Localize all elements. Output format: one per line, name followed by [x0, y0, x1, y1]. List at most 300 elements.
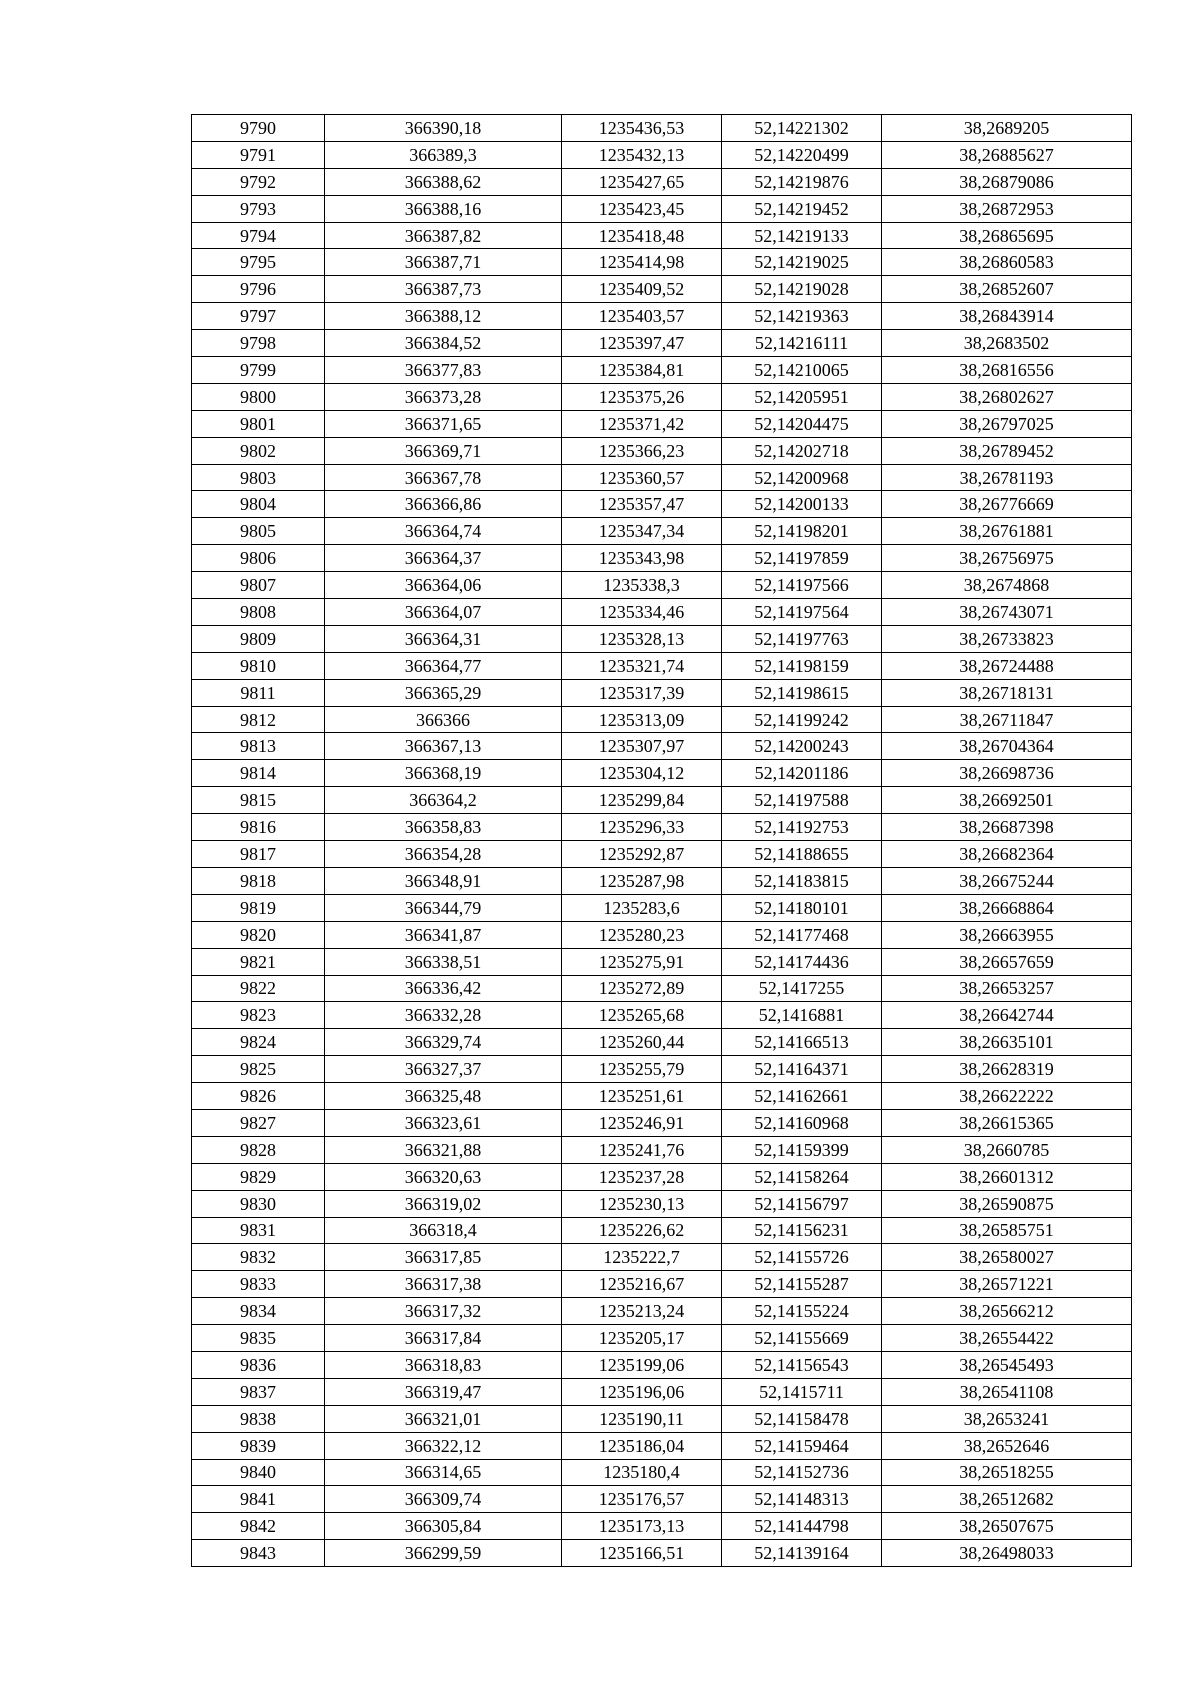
- point-number-cell: 9840: [192, 1459, 325, 1486]
- y-coordinate-cell: 1235357,47: [562, 491, 722, 518]
- y-coordinate-cell: 1235418,48: [562, 222, 722, 249]
- x-coordinate-cell: 366387,71: [325, 249, 562, 276]
- table-row: [192, 1136, 1132, 1163]
- coordinates-table: [191, 114, 1132, 1567]
- longitude-cell: 38,26743071: [882, 599, 1132, 626]
- longitude-cell: 38,26622222: [882, 1083, 1132, 1110]
- table-row: [192, 706, 1132, 733]
- longitude-cell: 38,2689205: [882, 115, 1132, 142]
- y-coordinate-cell: 1235397,47: [562, 330, 722, 357]
- table-row: [192, 545, 1132, 572]
- table-row: [192, 1109, 1132, 1136]
- table-row: [192, 330, 1132, 357]
- y-coordinate-cell: 1235251,61: [562, 1083, 722, 1110]
- longitude-cell: 38,26865695: [882, 222, 1132, 249]
- x-coordinate-cell: 366364,77: [325, 652, 562, 679]
- table-row: [192, 168, 1132, 195]
- table-row: [192, 733, 1132, 760]
- x-coordinate-cell: 366384,52: [325, 330, 562, 357]
- y-coordinate-cell: 1235265,68: [562, 1002, 722, 1029]
- y-coordinate-cell: 1235296,33: [562, 814, 722, 841]
- y-coordinate-cell: 1235347,34: [562, 518, 722, 545]
- latitude-cell: 52,14155726: [722, 1244, 882, 1271]
- x-coordinate-cell: 366364,31: [325, 625, 562, 652]
- longitude-cell: 38,26872953: [882, 195, 1132, 222]
- x-coordinate-cell: 366318,83: [325, 1351, 562, 1378]
- point-number-cell: 9803: [192, 464, 325, 491]
- y-coordinate-cell: 1235199,06: [562, 1351, 722, 1378]
- latitude-cell: 52,14156797: [722, 1190, 882, 1217]
- y-coordinate-cell: 1235343,98: [562, 545, 722, 572]
- point-number-cell: 9810: [192, 652, 325, 679]
- x-coordinate-cell: 366367,78: [325, 464, 562, 491]
- longitude-cell: 38,2652646: [882, 1432, 1132, 1459]
- table-row: [192, 464, 1132, 491]
- longitude-cell: 38,26682364: [882, 841, 1132, 868]
- y-coordinate-cell: 1235237,28: [562, 1163, 722, 1190]
- x-coordinate-cell: 366305,84: [325, 1513, 562, 1540]
- x-coordinate-cell: 366387,82: [325, 222, 562, 249]
- table-row: [192, 1163, 1132, 1190]
- x-coordinate-cell: 366321,88: [325, 1136, 562, 1163]
- longitude-cell: 38,26797025: [882, 410, 1132, 437]
- latitude-cell: 52,14197763: [722, 625, 882, 652]
- x-coordinate-cell: 366348,91: [325, 867, 562, 894]
- point-number-cell: 9792: [192, 168, 325, 195]
- latitude-cell: 52,14205951: [722, 383, 882, 410]
- latitude-cell: 52,14158478: [722, 1405, 882, 1432]
- longitude-cell: 38,26580027: [882, 1244, 1132, 1271]
- longitude-cell: 38,26852607: [882, 276, 1132, 303]
- longitude-cell: 38,26635101: [882, 1029, 1132, 1056]
- longitude-cell: 38,26518255: [882, 1459, 1132, 1486]
- longitude-cell: 38,26541108: [882, 1378, 1132, 1405]
- point-number-cell: 9799: [192, 357, 325, 384]
- latitude-cell: 52,14148313: [722, 1486, 882, 1513]
- latitude-cell: 52,14158264: [722, 1163, 882, 1190]
- x-coordinate-cell: 366390,18: [325, 115, 562, 142]
- point-number-cell: 9798: [192, 330, 325, 357]
- table-row: [192, 1271, 1132, 1298]
- latitude-cell: 52,1417255: [722, 975, 882, 1002]
- latitude-cell: 52,14200243: [722, 733, 882, 760]
- y-coordinate-cell: 1235409,52: [562, 276, 722, 303]
- point-number-cell: 9811: [192, 679, 325, 706]
- point-number-cell: 9796: [192, 276, 325, 303]
- x-coordinate-cell: 366366,86: [325, 491, 562, 518]
- table-row: [192, 1002, 1132, 1029]
- latitude-cell: 52,14220499: [722, 141, 882, 168]
- x-coordinate-cell: 366321,01: [325, 1405, 562, 1432]
- point-number-cell: 9824: [192, 1029, 325, 1056]
- point-number-cell: 9807: [192, 572, 325, 599]
- latitude-cell: 52,14202718: [722, 437, 882, 464]
- point-number-cell: 9819: [192, 894, 325, 921]
- longitude-cell: 38,26885627: [882, 141, 1132, 168]
- table-row: [192, 1190, 1132, 1217]
- longitude-cell: 38,26879086: [882, 168, 1132, 195]
- y-coordinate-cell: 1235173,13: [562, 1513, 722, 1540]
- latitude-cell: 52,14152736: [722, 1459, 882, 1486]
- table-row: [192, 410, 1132, 437]
- y-coordinate-cell: 1235186,04: [562, 1432, 722, 1459]
- table-row: [192, 141, 1132, 168]
- y-coordinate-cell: 1235423,45: [562, 195, 722, 222]
- latitude-cell: 52,14159399: [722, 1136, 882, 1163]
- latitude-cell: 52,1415711: [722, 1378, 882, 1405]
- longitude-cell: 38,26545493: [882, 1351, 1132, 1378]
- point-number-cell: 9814: [192, 760, 325, 787]
- longitude-cell: 38,26512682: [882, 1486, 1132, 1513]
- y-coordinate-cell: 1235403,57: [562, 303, 722, 330]
- point-number-cell: 9832: [192, 1244, 325, 1271]
- longitude-cell: 38,2674868: [882, 572, 1132, 599]
- table-row: [192, 652, 1132, 679]
- x-coordinate-cell: 366364,74: [325, 518, 562, 545]
- table-row: [192, 572, 1132, 599]
- point-number-cell: 9828: [192, 1136, 325, 1163]
- y-coordinate-cell: 1235304,12: [562, 760, 722, 787]
- table-row: [192, 115, 1132, 142]
- point-number-cell: 9835: [192, 1325, 325, 1352]
- y-coordinate-cell: 1235283,6: [562, 894, 722, 921]
- y-coordinate-cell: 1235216,67: [562, 1271, 722, 1298]
- latitude-cell: 52,14219363: [722, 303, 882, 330]
- latitude-cell: 52,1416881: [722, 1002, 882, 1029]
- point-number-cell: 9809: [192, 625, 325, 652]
- latitude-cell: 52,14200133: [722, 491, 882, 518]
- y-coordinate-cell: 1235334,46: [562, 599, 722, 626]
- x-coordinate-cell: 366318,4: [325, 1217, 562, 1244]
- longitude-cell: 38,26860583: [882, 249, 1132, 276]
- table-row: [192, 625, 1132, 652]
- latitude-cell: 52,14219025: [722, 249, 882, 276]
- table-row: [192, 1029, 1132, 1056]
- latitude-cell: 52,14155287: [722, 1271, 882, 1298]
- latitude-cell: 52,14219452: [722, 195, 882, 222]
- longitude-cell: 38,26642744: [882, 1002, 1132, 1029]
- longitude-cell: 38,26663955: [882, 921, 1132, 948]
- x-coordinate-cell: 366389,3: [325, 141, 562, 168]
- point-number-cell: 9806: [192, 545, 325, 572]
- x-coordinate-cell: 366387,73: [325, 276, 562, 303]
- point-number-cell: 9795: [192, 249, 325, 276]
- point-number-cell: 9829: [192, 1163, 325, 1190]
- point-number-cell: 9793: [192, 195, 325, 222]
- longitude-cell: 38,2683502: [882, 330, 1132, 357]
- point-number-cell: 9816: [192, 814, 325, 841]
- point-number-cell: 9826: [192, 1083, 325, 1110]
- x-coordinate-cell: 366369,71: [325, 437, 562, 464]
- longitude-cell: 38,26761881: [882, 518, 1132, 545]
- latitude-cell: 52,14159464: [722, 1432, 882, 1459]
- point-number-cell: 9834: [192, 1298, 325, 1325]
- point-number-cell: 9812: [192, 706, 325, 733]
- latitude-cell: 52,14155224: [722, 1298, 882, 1325]
- y-coordinate-cell: 1235260,44: [562, 1029, 722, 1056]
- latitude-cell: 52,14139164: [722, 1540, 882, 1567]
- table-row: [192, 1432, 1132, 1459]
- y-coordinate-cell: 1235317,39: [562, 679, 722, 706]
- x-coordinate-cell: 366354,28: [325, 841, 562, 868]
- latitude-cell: 52,14199242: [722, 706, 882, 733]
- y-coordinate-cell: 1235328,13: [562, 625, 722, 652]
- x-coordinate-cell: 366388,16: [325, 195, 562, 222]
- x-coordinate-cell: 366319,47: [325, 1378, 562, 1405]
- y-coordinate-cell: 1235196,06: [562, 1378, 722, 1405]
- y-coordinate-cell: 1235255,79: [562, 1056, 722, 1083]
- table-row: [192, 867, 1132, 894]
- table-row: [192, 1325, 1132, 1352]
- latitude-cell: 52,14162661: [722, 1083, 882, 1110]
- table-row: [192, 276, 1132, 303]
- x-coordinate-cell: 366317,32: [325, 1298, 562, 1325]
- latitude-cell: 52,14219028: [722, 276, 882, 303]
- table-row: [192, 1351, 1132, 1378]
- longitude-cell: 38,26776669: [882, 491, 1132, 518]
- latitude-cell: 52,14197566: [722, 572, 882, 599]
- point-number-cell: 9830: [192, 1190, 325, 1217]
- x-coordinate-cell: 366338,51: [325, 948, 562, 975]
- table-row: [192, 1217, 1132, 1244]
- latitude-cell: 52,14156231: [722, 1217, 882, 1244]
- x-coordinate-cell: 366319,02: [325, 1190, 562, 1217]
- latitude-cell: 52,14216111: [722, 330, 882, 357]
- longitude-cell: 38,26653257: [882, 975, 1132, 1002]
- y-coordinate-cell: 1235366,23: [562, 437, 722, 464]
- y-coordinate-cell: 1235321,74: [562, 652, 722, 679]
- x-coordinate-cell: 366364,06: [325, 572, 562, 599]
- point-number-cell: 9818: [192, 867, 325, 894]
- x-coordinate-cell: 366332,28: [325, 1002, 562, 1029]
- latitude-cell: 52,14204475: [722, 410, 882, 437]
- table-row: [192, 1405, 1132, 1432]
- table-row: [192, 679, 1132, 706]
- y-coordinate-cell: 1235246,91: [562, 1109, 722, 1136]
- longitude-cell: 38,26628319: [882, 1056, 1132, 1083]
- y-coordinate-cell: 1235384,81: [562, 357, 722, 384]
- latitude-cell: 52,14198159: [722, 652, 882, 679]
- latitude-cell: 52,14180101: [722, 894, 882, 921]
- y-coordinate-cell: 1235307,97: [562, 733, 722, 760]
- longitude-cell: 38,26687398: [882, 814, 1132, 841]
- latitude-cell: 52,14219133: [722, 222, 882, 249]
- longitude-cell: 38,26668864: [882, 894, 1132, 921]
- longitude-cell: 38,26615365: [882, 1109, 1132, 1136]
- latitude-cell: 52,14155669: [722, 1325, 882, 1352]
- y-coordinate-cell: 1235180,4: [562, 1459, 722, 1486]
- longitude-cell: 38,26789452: [882, 437, 1132, 464]
- longitude-cell: 38,26843914: [882, 303, 1132, 330]
- x-coordinate-cell: 366388,62: [325, 168, 562, 195]
- latitude-cell: 52,14183815: [722, 867, 882, 894]
- table-row: [192, 383, 1132, 410]
- x-coordinate-cell: 366373,28: [325, 383, 562, 410]
- latitude-cell: 52,14201186: [722, 760, 882, 787]
- table-row: [192, 195, 1132, 222]
- point-number-cell: 9833: [192, 1271, 325, 1298]
- y-coordinate-cell: 1235272,89: [562, 975, 722, 1002]
- point-number-cell: 9838: [192, 1405, 325, 1432]
- x-coordinate-cell: 366309,74: [325, 1486, 562, 1513]
- longitude-cell: 38,26675244: [882, 867, 1132, 894]
- point-number-cell: 9804: [192, 491, 325, 518]
- x-coordinate-cell: 366323,61: [325, 1109, 562, 1136]
- y-coordinate-cell: 1235338,3: [562, 572, 722, 599]
- latitude-cell: 52,14188655: [722, 841, 882, 868]
- table-row: [192, 760, 1132, 787]
- point-number-cell: 9813: [192, 733, 325, 760]
- point-number-cell: 9815: [192, 787, 325, 814]
- longitude-cell: 38,26507675: [882, 1513, 1132, 1540]
- point-number-cell: 9817: [192, 841, 325, 868]
- x-coordinate-cell: 366371,65: [325, 410, 562, 437]
- y-coordinate-cell: 1235292,87: [562, 841, 722, 868]
- table-row: [192, 1298, 1132, 1325]
- point-number-cell: 9822: [192, 975, 325, 1002]
- table-row: [192, 921, 1132, 948]
- latitude-cell: 52,14197564: [722, 599, 882, 626]
- x-coordinate-cell: 366344,79: [325, 894, 562, 921]
- table-row: [192, 841, 1132, 868]
- y-coordinate-cell: 1235371,42: [562, 410, 722, 437]
- longitude-cell: 38,2653241: [882, 1405, 1132, 1432]
- longitude-cell: 38,26698736: [882, 760, 1132, 787]
- table-row: [192, 814, 1132, 841]
- y-coordinate-cell: 1235287,98: [562, 867, 722, 894]
- y-coordinate-cell: 1235241,76: [562, 1136, 722, 1163]
- longitude-cell: 38,26802627: [882, 383, 1132, 410]
- table-row: [192, 894, 1132, 921]
- point-number-cell: 9837: [192, 1378, 325, 1405]
- latitude-cell: 52,14221302: [722, 115, 882, 142]
- table-row: [192, 491, 1132, 518]
- x-coordinate-cell: 366320,63: [325, 1163, 562, 1190]
- y-coordinate-cell: 1235205,17: [562, 1325, 722, 1352]
- x-coordinate-cell: 366336,42: [325, 975, 562, 1002]
- longitude-cell: 38,26571221: [882, 1271, 1132, 1298]
- longitude-cell: 38,26657659: [882, 948, 1132, 975]
- latitude-cell: 52,14197859: [722, 545, 882, 572]
- latitude-cell: 52,14198201: [722, 518, 882, 545]
- longitude-cell: 38,26733823: [882, 625, 1132, 652]
- table-row: [192, 1486, 1132, 1513]
- x-coordinate-cell: 366317,85: [325, 1244, 562, 1271]
- latitude-cell: 52,14177468: [722, 921, 882, 948]
- latitude-cell: 52,14156543: [722, 1351, 882, 1378]
- x-coordinate-cell: 366325,48: [325, 1083, 562, 1110]
- point-number-cell: 9801: [192, 410, 325, 437]
- table-row: [192, 437, 1132, 464]
- x-coordinate-cell: 366341,87: [325, 921, 562, 948]
- latitude-cell: 52,14210065: [722, 357, 882, 384]
- point-number-cell: 9821: [192, 948, 325, 975]
- latitude-cell: 52,14166513: [722, 1029, 882, 1056]
- point-number-cell: 9839: [192, 1432, 325, 1459]
- point-number-cell: 9790: [192, 115, 325, 142]
- x-coordinate-cell: 366329,74: [325, 1029, 562, 1056]
- y-coordinate-cell: 1235280,23: [562, 921, 722, 948]
- latitude-cell: 52,14174436: [722, 948, 882, 975]
- longitude-cell: 38,26554422: [882, 1325, 1132, 1352]
- x-coordinate-cell: 366366: [325, 706, 562, 733]
- table-row: [192, 357, 1132, 384]
- table-row: [192, 948, 1132, 975]
- longitude-cell: 38,26566212: [882, 1298, 1132, 1325]
- x-coordinate-cell: 366322,12: [325, 1432, 562, 1459]
- table-row: [192, 303, 1132, 330]
- x-coordinate-cell: 366368,19: [325, 760, 562, 787]
- point-number-cell: 9836: [192, 1351, 325, 1378]
- y-coordinate-cell: 1235414,98: [562, 249, 722, 276]
- table-row: [192, 1459, 1132, 1486]
- x-coordinate-cell: 366317,38: [325, 1271, 562, 1298]
- y-coordinate-cell: 1235213,24: [562, 1298, 722, 1325]
- x-coordinate-cell: 366367,13: [325, 733, 562, 760]
- y-coordinate-cell: 1235432,13: [562, 141, 722, 168]
- point-number-cell: 9827: [192, 1109, 325, 1136]
- latitude-cell: 52,14164371: [722, 1056, 882, 1083]
- point-number-cell: 9800: [192, 383, 325, 410]
- y-coordinate-cell: 1235226,62: [562, 1217, 722, 1244]
- table-row: [192, 1513, 1132, 1540]
- longitude-cell: 38,26704364: [882, 733, 1132, 760]
- x-coordinate-cell: 366327,37: [325, 1056, 562, 1083]
- table-row: [192, 599, 1132, 626]
- point-number-cell: 9823: [192, 1002, 325, 1029]
- point-number-cell: 9791: [192, 141, 325, 168]
- longitude-cell: 38,26711847: [882, 706, 1132, 733]
- latitude-cell: 52,14160968: [722, 1109, 882, 1136]
- longitude-cell: 38,26601312: [882, 1163, 1132, 1190]
- latitude-cell: 52,14198615: [722, 679, 882, 706]
- point-number-cell: 9805: [192, 518, 325, 545]
- y-coordinate-cell: 1235230,13: [562, 1190, 722, 1217]
- longitude-cell: 38,26816556: [882, 357, 1132, 384]
- table-row: [192, 1083, 1132, 1110]
- x-coordinate-cell: 366314,65: [325, 1459, 562, 1486]
- table-row: [192, 1056, 1132, 1083]
- latitude-cell: 52,14200968: [722, 464, 882, 491]
- x-coordinate-cell: 366377,83: [325, 357, 562, 384]
- latitude-cell: 52,14197588: [722, 787, 882, 814]
- table-row: [192, 1244, 1132, 1271]
- x-coordinate-cell: 366299,59: [325, 1540, 562, 1567]
- table-row: [192, 975, 1132, 1002]
- point-number-cell: 9831: [192, 1217, 325, 1244]
- x-coordinate-cell: 366364,37: [325, 545, 562, 572]
- table-row: [192, 249, 1132, 276]
- y-coordinate-cell: 1235375,26: [562, 383, 722, 410]
- point-number-cell: 9797: [192, 303, 325, 330]
- latitude-cell: 52,14192753: [722, 814, 882, 841]
- point-number-cell: 9802: [192, 437, 325, 464]
- point-number-cell: 9841: [192, 1486, 325, 1513]
- x-coordinate-cell: 366388,12: [325, 303, 562, 330]
- point-number-cell: 9794: [192, 222, 325, 249]
- point-number-cell: 9820: [192, 921, 325, 948]
- longitude-cell: 38,26718131: [882, 679, 1132, 706]
- point-number-cell: 9825: [192, 1056, 325, 1083]
- longitude-cell: 38,26585751: [882, 1217, 1132, 1244]
- table-row: [192, 518, 1132, 545]
- coordinates-table-body: [192, 115, 1132, 1567]
- y-coordinate-cell: 1235436,53: [562, 115, 722, 142]
- x-coordinate-cell: 366364,07: [325, 599, 562, 626]
- longitude-cell: 38,26590875: [882, 1190, 1132, 1217]
- longitude-cell: 38,26498033: [882, 1540, 1132, 1567]
- point-number-cell: 9843: [192, 1540, 325, 1567]
